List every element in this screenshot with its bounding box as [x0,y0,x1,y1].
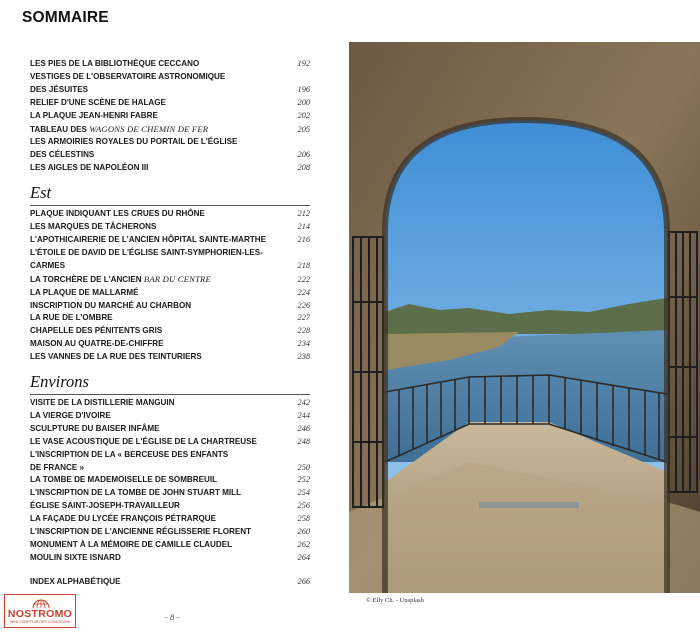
toc-entry [30,312,310,325]
toc-entry [30,539,310,552]
toc-entry-page: 244 [297,410,310,420]
toc-entry [30,474,310,487]
toc-entry-page: 224 [297,287,310,297]
toc-entry [30,487,310,500]
toc-entry-title: LES AIGLES DE NAPOLÉON III [30,163,149,173]
toc-entry-page: 226 [297,300,310,310]
toc-entry [30,462,310,475]
toc-entry-page: 242 [297,398,310,408]
toc-entry-title: RELIEF D'UNE SCÈNE DE HALAGE [30,97,166,107]
table-of-contents [30,58,310,589]
toc-entry-page: 262 [297,540,310,549]
toc-entry-page: 202 [297,110,310,120]
toc-entry [30,436,310,449]
toc-entry [30,84,310,97]
toc-entry-page: 238 [297,352,310,362]
toc-entry-title: LA TOMBE DE MADEMOISELLE DE SOMBREUIL [30,475,218,485]
toc-entry-page: 218 [297,260,310,270]
toc-entry-title: ÉGLISE SAINT-JOSEPH-TRAVAILLEUR [30,501,180,511]
toc-entry-title: SCULPTURE DU BAISER INFÂME [30,423,160,433]
toc-entry-title: CHAPELLE DES PÉNITENTS GRIS [30,326,163,336]
toc-entry [30,221,310,234]
nostromo-watermark [4,594,76,628]
toc-entry [30,247,310,260]
toc-entry-title: LA RUE DE L'OMBRE [30,313,113,323]
toc-entry-title-italic: BAR DU CENTRE [143,273,211,284]
toc-spacer [30,565,310,576]
toc-entry [30,123,310,137]
toc-entry-title: L'INSCRIPTION DE L'ANCIENNE RÉGLISSERIE FLORENT [30,527,252,537]
toc-entry-title: DES JÉSUITES [30,84,89,94]
toc-entry [30,260,310,273]
toc-entry [30,97,310,110]
toc-entry [30,338,310,351]
toc-entry [30,162,310,175]
cover-photo [349,42,700,593]
toc-entry [30,513,310,526]
toc-entry-page: 227 [297,313,310,323]
toc-entry [30,410,310,423]
toc-entry-page: 216 [297,234,310,244]
toc-entry [30,552,310,565]
toc-entry [30,576,310,589]
toc-entry-page: 196 [297,84,310,94]
toc-entry-page: 200 [297,97,310,107]
toc-entry-title-part: TABLEAU DES [30,124,90,134]
toc-entry [30,110,310,123]
toc-entry-title: LE VASE ACOUSTIQUE DE L'ÉGLISE DE LA CHARTREUSE [30,436,257,446]
toc-entry-page: 256 [297,501,310,511]
toc-entry [30,423,310,436]
toc-entry-title: LES MARQUES DE TÂCHERONS [30,222,157,232]
toc-entry-page: 214 [297,222,310,232]
toc-entry-title: INDEX ALPHABÉTIQUE [30,576,121,586]
toc-entry-page: 266 [297,576,310,586]
toc-entry-title: L'APOTHICAIRERIE DE L'ANCIEN HÔPITAL SAINTE-MARTHE [30,234,267,244]
photo-credit: © Elly Ch. - Unsplash [366,597,424,604]
watermark-tagline: WEB COMPTOIR DES VOYAGEURS [9,620,71,624]
toc-entry-title: LA VIERGE D'IVOIRE [30,410,111,420]
toc-entry-title: L'INSCRIPTION DE LA TOMBE DE JOHN STUART MILL [30,488,242,498]
toc-entry-title: DES CÉLESTINS [30,150,95,160]
toc-entry-page: 248 [297,436,310,446]
globe-icon [31,596,51,608]
toc-entry [30,273,310,287]
toc-entry-title [30,273,286,287]
toc-entry-title: DE FRANCE » [30,462,84,472]
toc-entry-page: 260 [297,527,310,537]
toc-entry [30,325,310,338]
toc-entry-page: 192 [297,59,310,68]
toc-entry [30,351,310,364]
toc-entry-title: MONUMENT À LA MÉMOIRE DE CAMILLE CLAUDEL [30,540,233,549]
toc-entry-title: L'ÉTOILE DE DAVID DE L'ÉGLISE SAINT-SYMPHORIEN-LES- [30,247,263,257]
toc-entry-title: LES ARMOIRIES ROYALES DU PORTAIL DE L'ÉGLISE [30,137,238,147]
toc-entry-title: MAISON AU QUATRE-DE-CHIFFRE [30,339,164,349]
page-number: - 8 - [165,612,180,622]
toc-entry-page: 206 [297,150,310,160]
toc-entry [30,397,310,410]
toc-entry-title-italic: WAGONS DE CHEMIN DE FER [89,123,209,134]
toc-entry [30,500,310,513]
toc-entry-title: LA PLAQUE DE MALLARMÉ [30,287,139,297]
toc-entry-title-part: LA TORCHÈRE DE L'ANCIEN [30,274,144,284]
toc-entry-page: 234 [297,339,310,349]
toc-entry-title: LA PLAQUE JEAN-HENRI FABRE [30,110,158,120]
watermark-brand: NOSTROMO [7,608,73,620]
toc-entry [30,58,310,71]
toc-entry [30,287,310,300]
toc-entry-page: 250 [297,462,310,472]
toc-entry [30,149,310,162]
toc-entry-title: VESTIGES DE L'OBSERVATOIRE ASTRONOMIQUE [30,71,226,81]
toc-entry-page: 258 [297,514,310,524]
toc-entry [30,71,310,84]
toc-entry [30,136,310,149]
toc-entry [30,526,310,539]
toc-entry-title: LES PIES DE LA BIBLIOTHÈQUE CECCANO [30,59,200,68]
section-heading: Environs [30,372,310,395]
page-title: SOMMAIRE [22,9,109,26]
toc-entry-page: 208 [297,163,310,173]
toc-entry-page: 246 [297,423,310,433]
toc-entry-title: PLAQUE INDIQUANT LES CRUES DU RHÔNE [30,209,205,219]
toc-entry [30,449,310,462]
toc-entry-page: 252 [297,475,310,485]
toc-entry-page: 222 [297,274,310,284]
toc-entry-title: CARMES [30,260,66,270]
toc-entry-page: 212 [297,209,310,219]
section-heading: Est [30,183,310,206]
toc-entry-page: 228 [297,326,310,336]
toc-entry-title: INSCRIPTION DU MARCHÉ AU CHARBON [30,300,192,310]
toc-entry-title: VISITE DE LA DISTILLERIE MANGUIN [30,398,175,408]
toc-entry [30,234,310,247]
toc-entry-title [30,123,286,137]
toc-entry-title: MOULIN SIXTE ISNARD [30,552,121,562]
toc-entry-title: LES VANNES DE LA RUE DES TEINTURIERS [30,352,202,362]
toc-entry-page: 264 [297,552,310,562]
toc-entry-page: 254 [297,488,310,498]
toc-entry-page: 205 [297,124,310,134]
toc-entry-title: LA FAÇADE DU LYCÉE FRANÇOIS PÉTRARQUE [30,514,217,524]
toc-entry [30,208,310,221]
toc-entry [30,300,310,313]
toc-entry-title: L'INSCRIPTION DE LA « BERCEUSE DES ENFANTS [30,449,229,459]
